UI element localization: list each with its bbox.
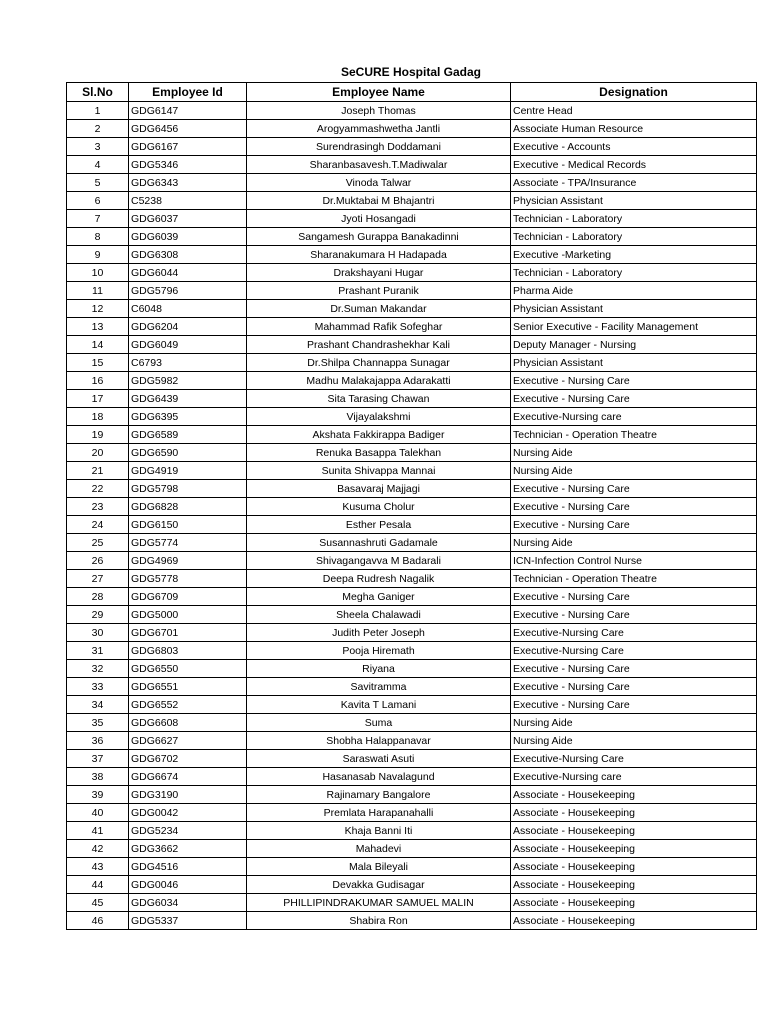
cell-sl-no: 18 [67,408,129,426]
cell-employee-id: GDG6147 [129,102,247,120]
table-row [67,840,757,858]
table-row [67,588,757,606]
cell-employee-id: GDG6702 [129,750,247,768]
cell-employee-id: GDG6167 [129,138,247,156]
employee-table [66,82,757,930]
cell-designation: Associate - Housekeeping [511,858,757,876]
cell-employee-id: GDG0042 [129,804,247,822]
cell-employee-id: C6048 [129,300,247,318]
table-row [67,912,757,930]
cell-employee-name: Susannashruti Gadamale [247,534,511,552]
cell-sl-no: 25 [67,534,129,552]
table-row [67,786,757,804]
cell-designation: Executive - Accounts [511,138,757,156]
cell-employee-name: Arogyammashwetha Jantli [247,120,511,138]
cell-employee-id: GDG6039 [129,228,247,246]
table-row [67,408,757,426]
table-row [67,246,757,264]
cell-designation: Nursing Aide [511,732,757,750]
cell-sl-no: 37 [67,750,129,768]
cell-employee-name: Khaja Banni Iti [247,822,511,840]
cell-employee-id: GDG5982 [129,372,247,390]
cell-sl-no: 2 [67,120,129,138]
table-row [67,606,757,624]
cell-employee-id: GDG6803 [129,642,247,660]
cell-designation: Technician - Operation Theatre [511,426,757,444]
cell-designation: Technician - Laboratory [511,210,757,228]
page-title: SeCURE Hospital Gadag [340,65,482,79]
table-row [67,714,757,732]
table-row [67,768,757,786]
cell-designation: Physician Assistant [511,300,757,318]
cell-employee-id: GDG5798 [129,480,247,498]
table-row [67,552,757,570]
table-row [67,282,757,300]
cell-designation: Nursing Aide [511,462,757,480]
cell-employee-id: GDG6343 [129,174,247,192]
cell-employee-name: Joseph Thomas [247,102,511,120]
cell-designation: Technician - Laboratory [511,228,757,246]
cell-sl-no: 11 [67,282,129,300]
cell-employee-id: GDG6150 [129,516,247,534]
cell-employee-name: Kusuma Cholur [247,498,511,516]
cell-sl-no: 41 [67,822,129,840]
cell-employee-id: GDG3190 [129,786,247,804]
cell-sl-no: 15 [67,354,129,372]
cell-sl-no: 32 [67,660,129,678]
cell-employee-id: GDG6608 [129,714,247,732]
cell-designation: Executive - Nursing Care [511,678,757,696]
table-row [67,750,757,768]
cell-employee-name: Sangamesh Gurappa Banakadinni [247,228,511,246]
cell-employee-name: Vinoda Talwar [247,174,511,192]
cell-sl-no: 46 [67,912,129,930]
cell-employee-name: Megha Ganiger [247,588,511,606]
cell-employee-id: GDG4969 [129,552,247,570]
cell-sl-no: 36 [67,732,129,750]
cell-sl-no: 42 [67,840,129,858]
cell-employee-id: GDG6709 [129,588,247,606]
cell-employee-name: Shabira Ron [247,912,511,930]
cell-sl-no: 6 [67,192,129,210]
table-row [67,390,757,408]
table-row [67,228,757,246]
cell-sl-no: 33 [67,678,129,696]
cell-designation: Executive-Nursing Care [511,642,757,660]
cell-employee-name: Dr.Muktabai M Bhajantri [247,192,511,210]
cell-employee-name: Mahammad Rafik Sofeghar [247,318,511,336]
cell-sl-no: 8 [67,228,129,246]
cell-designation: Deputy Manager - Nursing [511,336,757,354]
table-row [67,426,757,444]
cell-designation: Associate - TPA/Insurance [511,174,757,192]
table-header-row [67,83,757,102]
table-row [67,876,757,894]
cell-employee-name: Surendrasingh Doddamani [247,138,511,156]
cell-designation: Nursing Aide [511,714,757,732]
cell-sl-no: 39 [67,786,129,804]
cell-employee-name: Rajinamary Bangalore [247,786,511,804]
cell-employee-name: Basavaraj Majjagi [247,480,511,498]
cell-sl-no: 3 [67,138,129,156]
cell-employee-id: GDG6701 [129,624,247,642]
cell-employee-id: GDG4919 [129,462,247,480]
cell-designation: Executive - Nursing Care [511,372,757,390]
cell-designation: Senior Executive - Facility Management [511,318,757,336]
cell-employee-id: GDG3662 [129,840,247,858]
cell-sl-no: 21 [67,462,129,480]
cell-employee-name: Premlata Harapanahalli [247,804,511,822]
cell-employee-id: GDG6037 [129,210,247,228]
cell-employee-id: GDG6204 [129,318,247,336]
cell-designation: Executive - Nursing Care [511,606,757,624]
cell-employee-id: GDG6049 [129,336,247,354]
table-row [67,156,757,174]
cell-designation: Executive - Nursing Care [511,696,757,714]
cell-employee-name: Vijayalakshmi [247,408,511,426]
cell-designation: Executive-Nursing care [511,768,757,786]
cell-sl-no: 17 [67,390,129,408]
cell-employee-id: GDG5778 [129,570,247,588]
cell-employee-name: Sharanbasavesh.T.Madiwalar [247,156,511,174]
cell-employee-id: GDG5796 [129,282,247,300]
cell-designation: Physician Assistant [511,192,757,210]
cell-designation: Associate - Housekeeping [511,786,757,804]
cell-employee-id: GDG6044 [129,264,247,282]
cell-sl-no: 19 [67,426,129,444]
table-body [67,102,757,930]
cell-designation: Associate - Housekeeping [511,840,757,858]
cell-sl-no: 29 [67,606,129,624]
cell-employee-name: Prashant Puranik [247,282,511,300]
table-row [67,696,757,714]
cell-designation: Executive-Nursing care [511,408,757,426]
cell-employee-name: Sunita Shivappa Mannai [247,462,511,480]
table-row [67,300,757,318]
cell-employee-id: GDG4516 [129,858,247,876]
cell-employee-id: GDG5234 [129,822,247,840]
cell-employee-id: GDG5346 [129,156,247,174]
cell-designation: Nursing Aide [511,444,757,462]
cell-employee-name: Akshata Fakkirappa Badiger [247,426,511,444]
cell-designation: Associate - Housekeeping [511,876,757,894]
cell-designation: Technician - Laboratory [511,264,757,282]
cell-designation: Executive -Marketing [511,246,757,264]
cell-employee-name: Saraswati Asuti [247,750,511,768]
cell-employee-id: GDG0046 [129,876,247,894]
table-row [67,354,757,372]
cell-employee-name: PHILLIPINDRAKUMAR SAMUEL MALIN [247,894,511,912]
table-row [67,678,757,696]
table-row [67,192,757,210]
cell-designation: Nursing Aide [511,534,757,552]
cell-employee-name: Prashant Chandrashekhar Kali [247,336,511,354]
cell-sl-no: 34 [67,696,129,714]
cell-designation: Executive-Nursing Care [511,624,757,642]
cell-designation: Associate - Housekeeping [511,912,757,930]
cell-sl-no: 22 [67,480,129,498]
cell-sl-no: 43 [67,858,129,876]
cell-sl-no: 31 [67,642,129,660]
cell-sl-no: 44 [67,876,129,894]
table-row [67,534,757,552]
cell-employee-name: Sita Tarasing Chawan [247,390,511,408]
cell-employee-id: C6793 [129,354,247,372]
cell-designation: Executive-Nursing Care [511,750,757,768]
cell-employee-id: GDG6550 [129,660,247,678]
cell-employee-id: GDG5000 [129,606,247,624]
table-row [67,570,757,588]
cell-designation: Executive - Nursing Care [511,660,757,678]
table-row [67,498,757,516]
table-row [67,516,757,534]
cell-sl-no: 40 [67,804,129,822]
cell-employee-id: GDG6828 [129,498,247,516]
cell-employee-id: GDG6395 [129,408,247,426]
table-row [67,372,757,390]
table-row [67,660,757,678]
table-row [67,732,757,750]
cell-employee-name: Riyana [247,660,511,678]
cell-employee-name: Drakshayani Hugar [247,264,511,282]
cell-employee-name: Shivagangavva M Badarali [247,552,511,570]
cell-designation: ICN-Infection Control Nurse [511,552,757,570]
cell-sl-no: 4 [67,156,129,174]
table-row [67,822,757,840]
table-row [67,336,757,354]
cell-sl-no: 1 [67,102,129,120]
table-row [67,444,757,462]
cell-sl-no: 35 [67,714,129,732]
cell-employee-id: GDG6439 [129,390,247,408]
cell-employee-name: Dr.Suman Makandar [247,300,511,318]
cell-employee-name: Shobha Halappanavar [247,732,511,750]
cell-employee-name: Pooja Hiremath [247,642,511,660]
cell-designation: Executive - Nursing Care [511,588,757,606]
cell-employee-name: Sheela Chalawadi [247,606,511,624]
cell-employee-name: Kavita T Lamani [247,696,511,714]
cell-sl-no: 38 [67,768,129,786]
cell-employee-name: Savitramma [247,678,511,696]
cell-employee-id: C5238 [129,192,247,210]
cell-designation: Executive - Nursing Care [511,480,757,498]
cell-sl-no: 7 [67,210,129,228]
cell-employee-name: Suma [247,714,511,732]
cell-employee-id: GDG6308 [129,246,247,264]
table-row [67,480,757,498]
cell-sl-no: 45 [67,894,129,912]
table-row [67,210,757,228]
cell-designation: Centre Head [511,102,757,120]
cell-employee-id: GDG6590 [129,444,247,462]
cell-employee-name: Jyoti Hosangadi [247,210,511,228]
cell-sl-no: 13 [67,318,129,336]
cell-sl-no: 27 [67,570,129,588]
table-row [67,138,757,156]
table-row [67,318,757,336]
table-row [67,120,757,138]
cell-sl-no: 12 [67,300,129,318]
cell-employee-id: GDG6552 [129,696,247,714]
cell-employee-id: GDG6589 [129,426,247,444]
cell-employee-id: GDG6551 [129,678,247,696]
table-row [67,642,757,660]
cell-designation: Pharma Aide [511,282,757,300]
header-designation: Designation [511,83,757,102]
cell-sl-no: 24 [67,516,129,534]
cell-employee-id: GDG6456 [129,120,247,138]
cell-sl-no: 28 [67,588,129,606]
cell-designation: Executive - Nursing Care [511,390,757,408]
cell-employee-name: Judith Peter Joseph [247,624,511,642]
cell-employee-id: GDG6627 [129,732,247,750]
table-row [67,894,757,912]
table-row [67,462,757,480]
cell-designation: Associate Human Resource [511,120,757,138]
cell-employee-id: GDG5337 [129,912,247,930]
table-row [67,174,757,192]
cell-sl-no: 5 [67,174,129,192]
table-row [67,264,757,282]
cell-employee-id: GDG6034 [129,894,247,912]
cell-employee-name: Hasanasab Navalagund [247,768,511,786]
table-row [67,804,757,822]
cell-designation: Executive - Nursing Care [511,498,757,516]
cell-employee-id: GDG5774 [129,534,247,552]
cell-employee-name: Mala Bileyali [247,858,511,876]
cell-employee-name: Dr.Shilpa Channappa Sunagar [247,354,511,372]
cell-sl-no: 9 [67,246,129,264]
header-sl-no: Sl.No [67,83,129,102]
cell-employee-name: Sharanakumara H Hadapada [247,246,511,264]
header-employee-name: Employee Name [247,83,511,102]
table-row [67,102,757,120]
cell-designation: Executive - Nursing Care [511,516,757,534]
cell-sl-no: 10 [67,264,129,282]
cell-sl-no: 26 [67,552,129,570]
cell-designation: Physician Assistant [511,354,757,372]
cell-employee-name: Renuka Basappa Talekhan [247,444,511,462]
table-row [67,624,757,642]
cell-designation: Technician - Operation Theatre [511,570,757,588]
header-employee-id: Employee Id [129,83,247,102]
cell-employee-name: Mahadevi [247,840,511,858]
cell-employee-name: Madhu Malakajappa Adarakatti [247,372,511,390]
cell-employee-id: GDG6674 [129,768,247,786]
cell-sl-no: 20 [67,444,129,462]
cell-employee-name: Deepa Rudresh Nagalik [247,570,511,588]
cell-sl-no: 30 [67,624,129,642]
cell-designation: Executive - Medical Records [511,156,757,174]
cell-sl-no: 14 [67,336,129,354]
cell-employee-name: Esther Pesala [247,516,511,534]
cell-employee-name: Devakka Gudisagar [247,876,511,894]
cell-designation: Associate - Housekeeping [511,804,757,822]
cell-designation: Associate - Housekeeping [511,894,757,912]
table-row [67,858,757,876]
cell-sl-no: 23 [67,498,129,516]
cell-sl-no: 16 [67,372,129,390]
cell-designation: Associate - Housekeeping [511,822,757,840]
